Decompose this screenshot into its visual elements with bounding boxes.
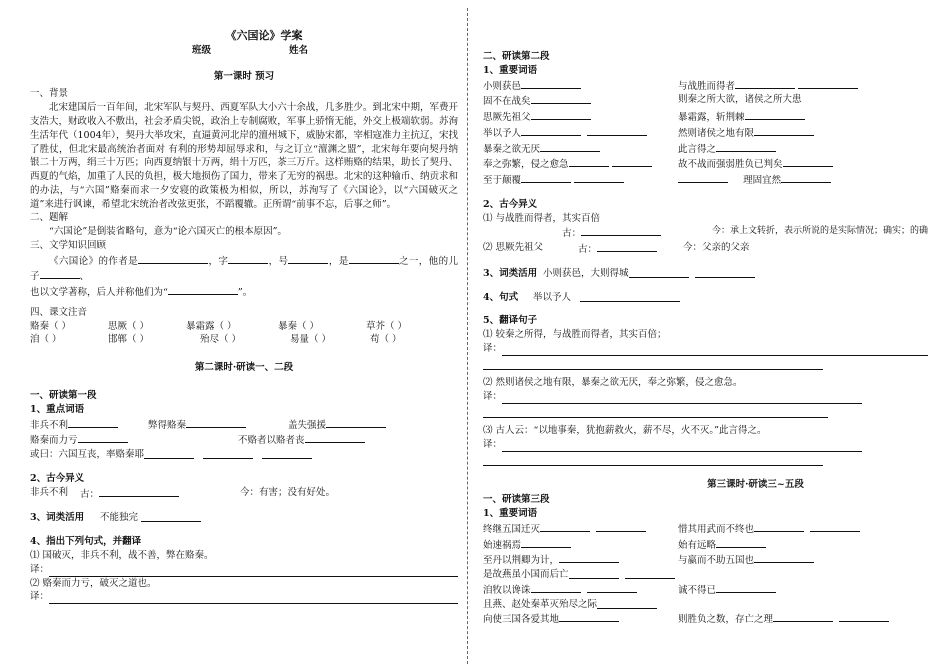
- pronunciation-row-1: 赂秦（ ） 思厥（ ） 暴霜露（ ） 暴秦（ ） 草芥（ ）: [30, 320, 408, 332]
- group-blank[interactable]: [349, 253, 399, 264]
- ancient-modern-heading: 2、古今异义: [30, 472, 85, 484]
- word-class-heading: 3、词类活用: [30, 512, 85, 524]
- class-label: 班级: [192, 44, 212, 56]
- background-text: 北宋建国后一百年间，北宋军队与契丹、西夏军队大小六十余战，几多胜少。到北宋中期，军费开支浩大，财政收入不敷出，社会矛盾尖锐，政治上专制腐败，军事上骄惰无能，外交上极端软弱。苏洵生活年代（1004年），契丹大举攻宋，直逼黄河北岸的澶州城下，威胁宋都，宰相寇准力主抗辽，宋找了胜仗，但北宋最高统治者面对 有利的形势却屈辱求和，与之订立“澶渊之盟”，北宋每年要向契丹纳银二十万两，绢三十万匹；向西夏纳银十万两，绢十万匹，茶三万斤。这样贿赂的结果，助长了契丹、西夏的气焰，加重了人民的负担，极大地损伤了国力，带来了无穷的祸患。北宋的这种输币、纳贡求和的办法，与“六国”赂秦而求一夕安寝的政策极为相似，所以，苏洵写了《六国论》，以“六国破灭之道”来进行讽谏，希望北宋统治者改弦更张，不蹈覆辙。正所谓“前事不忘，后事之师”。: [30, 102, 458, 210]
- section2-heading: 二、研读第二段: [483, 51, 550, 62]
- background-heading: 一、背景: [30, 88, 69, 100]
- title-explain-text: “六国论”是倒装省略句，意为“论六国灭亡的根本原因”。: [49, 226, 287, 238]
- author-blank[interactable]: [138, 253, 208, 264]
- translate-heading: 5、翻译句子: [483, 315, 538, 327]
- right-column: 二、研读第二段 1、重要词语 小则获邑 与战胜而得者 固不在战矣 则秦之所大欲，诸侯之所大患 思厥先祖父 暴霜露，斩荆棘 举以予人 然则诸侯之地有限 暴秦之欲无厌 此言得之 奉之弥繁，侵之愈急 故不战而强弱胜负已判矣 至于颠覆 理固宜然 2、古今异义 ⑴ 与战胜而得者，其实百倍 古： 今：承上文转折，表示所说的是实际情况；确实；的确 ⑵ 思厥先祖父 古： 今：父亲的父亲 3、词类活用 小则获邑，大则得城 4、句式 举以予人 5、翻译句子 ⑴ 较秦之所得，与战胜而得者，其实百倍； 译： ⑵ 然则诸侯之地有限，暴秦之欲无厌，奉之弥繁，侵之愈急。 译： ⑶ 古人云：“以地事秦，犹抱薪救火，薪不尽，火不灭。”此言得之。 译： 第三课时·研读三~五段 一、研读第三段 1、重要词语 终继五国迁灭 惜其用武而不终也 始速祸焉 始有远略 至丹以荆卿为计， 与嬴而不助五国也 是故燕虽小国而后亡 洎牧以谗诛 诚不得已 且燕、赵处秦革灭殆尽之际 向使三国各爱其地 则胜负之数，存亡之理: [483, 51, 928, 626]
- sentence-1: ⑴ 国破灭，非兵不利，战不善，弊在赂秦。: [30, 549, 214, 561]
- name-label: 姓名: [289, 44, 309, 56]
- literature-fill: 《六国论》的作者是 ，字 ，号 ，是 之一，他的儿子 、: [30, 253, 458, 285]
- student-info: [192, 44, 458, 58]
- translation-line[interactable]: [49, 590, 458, 604]
- pronunciation-row-2: 洎（ ） 邯郸（ ） 殆尽（ ） 易量（ ） 苟（ ）: [30, 334, 402, 346]
- sentence-2: ⑵ 赂秦而力亏，破灭之道也。: [30, 577, 157, 589]
- section1-heading: 一、研读第一段: [30, 390, 97, 402]
- vocab2-heading: 1、重要词语: [483, 64, 538, 76]
- sentence-pattern-heading: 4、指出下列句式，并翻译: [30, 536, 142, 548]
- courtesy-name-blank[interactable]: [228, 253, 268, 264]
- lesson2-heading: 第二课时·研读一、二段: [194, 362, 294, 374]
- vocab-heading: 1、重点词语: [30, 403, 85, 415]
- son1-blank[interactable]: [40, 268, 80, 279]
- lesson3-heading: 第三课时·研读三~五段: [707, 478, 804, 490]
- literature-heading: 三、文学知识回顾: [30, 239, 107, 251]
- page-title: 《六国论》学案: [225, 29, 303, 42]
- collective-name-blank[interactable]: [168, 284, 238, 295]
- translation-line[interactable]: [49, 563, 458, 577]
- title-explain-heading: 二、题解: [30, 212, 69, 224]
- art-name-blank[interactable]: [288, 253, 328, 264]
- ancient-modern2-heading: 2、古今异义: [483, 198, 538, 210]
- pronunciation-heading: 四、课文注音: [30, 306, 88, 318]
- fold-line: [467, 8, 468, 664]
- left-column: 《六国论》学案 班级 姓名 第一课时 预习 一、背景 北宋建国后一百年间，北宋军队与契丹、西夏军队大小六十余战，几多胜少。到北宋中期，军费开支浩大，财政收入不敷出，社会矛盾尖锐，政治上专制腐败，军事上骄惰无能，外交上极端软弱。苏洵生活年代（1004年），契丹大举攻宋，直逼黄河北岸的澶州城下，威胁宋都，宰相寇准力主抗辽，宋找了胜仗，但北宋最高统治者面对 有利的形势却屈辱求和，与之订立“澶渊之盟”，北宋每年要向契丹纳银二十万两，绢三十万匹；向西夏纳银十万两，绢十万匹，茶三万斤。这样贿赂的结果，助长了契丹、西夏的气焰，加重了人民的负担，极大地损伤了国力，带来了无穷的祸患。北宋的这种输币、纳贡求和的办法，与“六国”赂秦而求一夕安寝的政策极为相似，所以，苏洵写了《六国论》，以“六国破灭之道”来进行讽谏，希望北宋统治者改弦更张，不蹈覆辙。正所谓“前事不忘，后事之师”。 二、题解 “六国论”是倒装省略句，意为“论六国灭亡的根本原因”。 三、文学知识回顾 《六国论》的作者是 ，字 ，号 ，是 之一，他的儿子 、 也以文学著称，后人并称他们为“ ”。 四、课文注音 赂秦（ ） 思厥（ ） 暴霜露（ ） 暴秦（ ） 草芥（ ） 洎（ ） 邯郸（ ） 殆尽（ ） 易量（ ） 苟（ ） 第二课时·研读一、二段 一、研读第一段 1、重点词语 非兵不利 弊得赂秦 盖失强援 赂秦而力亏 不赂者以赂者丧 或曰：六国互丧，率赂秦耶 2、古今异义 非兵不利 古： 今：有害；没有好处。 3、词类活用 不能独完 4、指出下列句式，并翻译 ⑴ 国破灭，非兵不利，战不善，弊在赂秦。 译： ⑵ 赂秦而力亏，破灭之道也。 译：: [30, 29, 458, 603]
- lesson1-heading: 第一课时 预习: [213, 70, 275, 82]
